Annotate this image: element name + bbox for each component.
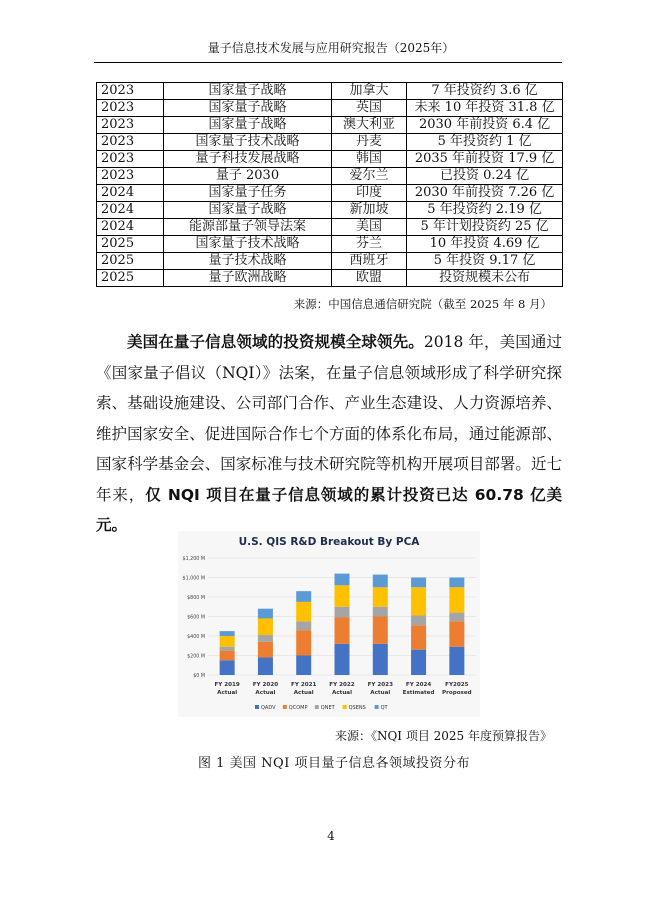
- bar-segment-qsens: [449, 587, 464, 612]
- running-header: 量子信息技术发展与应用研究报告（2025年）: [207, 41, 455, 55]
- figure-caption: 图 1 美国 NQI 项目量子信息各领域投资分布: [198, 756, 470, 771]
- country-cell: 欧盟: [331, 270, 406, 287]
- investment-cell: 5 年投资 9.17 亿: [407, 253, 563, 270]
- investment-cell: 5 年计划投资约 25 亿: [407, 219, 563, 236]
- country-cell: 韩国: [331, 151, 406, 168]
- bar-segment-qcomp: [449, 621, 464, 646]
- bar-segment-qcomp: [220, 651, 235, 661]
- strategy-cell: 国家量子任务: [164, 185, 332, 202]
- x-tick-label: Proposed: [442, 690, 472, 696]
- table-row: [97, 168, 563, 185]
- bar-segment-qt: [258, 609, 273, 619]
- legend-swatch-qnet: [315, 705, 319, 709]
- year-cell: 2023: [97, 83, 164, 100]
- legend-swatch-qadv: [255, 705, 259, 709]
- x-tick-label: Actual: [217, 690, 238, 696]
- y-tick-label: $400 M: [187, 635, 205, 640]
- bar-segment-qadv: [449, 647, 464, 675]
- legend-swatch-qsens: [343, 705, 347, 709]
- chart-title: U.S. QIS R&D Breakout By PCA: [238, 536, 420, 548]
- country-cell: 加拿大: [331, 83, 406, 100]
- x-tick-label: Estimated: [402, 690, 435, 696]
- strategy-cell: 量子 2030: [164, 168, 332, 185]
- country-cell: 澳大利亚: [331, 117, 406, 134]
- bar-segment-qnet: [220, 647, 235, 651]
- country-cell: 西班牙: [331, 253, 406, 270]
- bar-segment-qcomp: [296, 630, 311, 655]
- bar-segment-qadv: [335, 644, 350, 675]
- bar-segment-qsens: [373, 587, 388, 607]
- year-cell: 2023: [97, 100, 164, 117]
- investment-cell: 2030 年前投资 6.4 亿: [407, 117, 563, 134]
- bar-segment-qt: [449, 578, 464, 588]
- year-cell: 2025: [97, 253, 164, 270]
- investment-table: [96, 82, 563, 287]
- bar-segment-qnet: [258, 635, 273, 642]
- year-cell: 2023: [97, 151, 164, 168]
- bar-segment-qcomp: [258, 642, 273, 658]
- country-cell: 丹麦: [331, 134, 406, 151]
- country-cell: 印度: [331, 185, 406, 202]
- bar-segment-qnet: [335, 607, 350, 618]
- bar-segment-qadv: [411, 650, 426, 675]
- table-row: [97, 117, 563, 134]
- chart-source: 来源：《NQI 项目 2025 年度预算报告》: [334, 729, 552, 743]
- table-row: [97, 270, 563, 287]
- country-cell: 英国: [331, 100, 406, 117]
- bar-segment-qsens: [220, 636, 235, 647]
- table-source: 来源：中国信息通信研究院（截至 2025 年 8 月）: [293, 297, 552, 311]
- y-tick-label: $0 M: [193, 674, 205, 679]
- legend-label: QT: [380, 705, 388, 711]
- table-row: [97, 202, 563, 219]
- investment-cell: 2035 年前投资 17.9 亿: [407, 151, 563, 168]
- investment-cell: 5 年投资约 1 亿: [407, 134, 563, 151]
- strategy-cell: 国家量子战略: [164, 100, 332, 117]
- strategy-cell: 国家量子战略: [164, 83, 332, 100]
- x-tick-label: FY 2024: [405, 682, 432, 688]
- y-tick-label: $1,200 M: [182, 557, 205, 562]
- country-cell: 芬兰: [331, 236, 406, 253]
- page-number: 4: [327, 829, 335, 843]
- strategy-cell: 国家量子技术战略: [164, 134, 332, 151]
- x-tick-label: FY 2022: [329, 682, 355, 688]
- table-row: [97, 83, 563, 100]
- bar-segment-qt: [373, 575, 388, 588]
- y-tick-label: $200 M: [187, 654, 205, 660]
- body-paragraph: [96, 327, 562, 541]
- investment-cell: 10 年投资 4.69 亿: [407, 236, 563, 253]
- y-tick-label: $600 M: [187, 615, 205, 621]
- bar-segment-qcomp: [373, 617, 388, 644]
- bar-segment-qadv: [220, 660, 235, 675]
- strategy-cell: 国家量子战略: [164, 117, 332, 134]
- x-tick-label: Actual: [370, 690, 391, 696]
- table-row: [97, 219, 563, 236]
- year-cell: 2023: [97, 168, 164, 185]
- x-tick-label: Actual: [293, 690, 314, 696]
- investment-cell: 5 年投资约 2.19 亿: [407, 202, 563, 219]
- table-row: [97, 236, 563, 253]
- bar-segment-qadv: [296, 656, 311, 676]
- bar-segment-qt: [335, 574, 350, 586]
- x-tick-label: FY 2020: [252, 682, 279, 688]
- bar-segment-qcomp: [335, 617, 350, 643]
- x-tick-label: FY 2021: [291, 682, 317, 688]
- x-tick-label: FY 2019: [214, 682, 240, 688]
- country-cell: 新加坡: [331, 202, 406, 219]
- table-row: [97, 151, 563, 168]
- y-tick-label: $1,000 M: [182, 576, 205, 582]
- investment-cell: 2030 年前投资 7.26 亿: [407, 185, 563, 202]
- strategy-cell: 能源部量子领导法案: [164, 219, 332, 236]
- table-row: [97, 253, 563, 270]
- strategy-cell: 量子科技发展战略: [164, 151, 332, 168]
- bar-segment-qsens: [296, 602, 311, 622]
- bar-segment-qcomp: [411, 625, 426, 649]
- bar-segment-qsens: [335, 585, 350, 606]
- x-tick-label: Actual: [332, 690, 352, 696]
- bar-segment-qnet: [411, 616, 426, 626]
- investment-cell: 已投资 0.24 亿: [407, 168, 563, 185]
- year-cell: 2025: [97, 270, 164, 287]
- table-row: [97, 100, 563, 117]
- x-tick-label: Actual: [255, 690, 276, 696]
- table-row: [97, 185, 563, 202]
- legend-swatch-qcomp: [283, 705, 287, 709]
- bar-segment-qt: [411, 578, 426, 588]
- x-tick-label: FY 2023: [367, 682, 393, 688]
- legend-swatch-qt: [375, 705, 379, 709]
- bar-segment-qnet: [373, 607, 388, 617]
- strategy-cell: 量子技术战略: [164, 253, 332, 270]
- investment-cell: 投资规模未公布: [407, 270, 563, 287]
- table-row: [97, 134, 563, 151]
- bar-segment-qnet: [296, 621, 311, 630]
- country-cell: 爱尔兰: [331, 168, 406, 185]
- strategy-cell: 国家量子技术战略: [164, 236, 332, 253]
- strategy-cell: 国家量子战略: [164, 202, 332, 219]
- bar-segment-qnet: [449, 613, 464, 622]
- bar-segment-qt: [220, 631, 235, 636]
- paragraph-highlight: 仅 NQI 项目在量子信息领域的累计投资已达 60.78 亿美元。: [96, 485, 562, 534]
- legend-label: QNET: [320, 705, 335, 711]
- bar-segment-qadv: [258, 657, 273, 675]
- legend-label: QADV: [261, 705, 276, 711]
- bar-segment-qt: [296, 591, 311, 602]
- year-cell: 2025: [97, 236, 164, 253]
- year-cell: 2023: [97, 134, 164, 151]
- year-cell: 2024: [97, 219, 164, 236]
- year-cell: 2023: [97, 117, 164, 134]
- qis-rd-chart: [178, 531, 480, 717]
- investment-cell: 未来 10 年投资 31.8 亿: [407, 100, 563, 117]
- bar-segment-qsens: [411, 587, 426, 615]
- paragraph-lead: 美国在量子信息领域的投资规模全球领先。: [127, 333, 424, 351]
- legend-label: QCOMP: [288, 705, 308, 711]
- country-cell: 美国: [331, 219, 406, 236]
- legend-label: QSENS: [348, 705, 366, 711]
- year-cell: 2024: [97, 185, 164, 202]
- header-rule: [94, 62, 562, 63]
- investment-cell: 7 年投资约 3.6 亿: [407, 83, 563, 100]
- year-cell: 2024: [97, 202, 164, 219]
- bar-segment-qsens: [258, 618, 273, 635]
- bar-segment-qadv: [373, 644, 388, 675]
- strategy-cell: 量子欧洲战略: [164, 270, 332, 287]
- paragraph-body: 2018 年，美国通过《国家量子倡议（NQI）》法案，在量子信息领域形成了科学研究探索、基础设施建设、公司部门合作、产业生态建设、人力资源培养、维护国家安全、促进国际合作七个方面的体系化布局，通过能源部、国家科学基金会、国家标准与技术研究院等机构开展项目部署。近七年来，: [96, 333, 562, 504]
- y-tick-label: $800 M: [187, 596, 205, 601]
- x-tick-label: FY2025: [445, 682, 469, 688]
